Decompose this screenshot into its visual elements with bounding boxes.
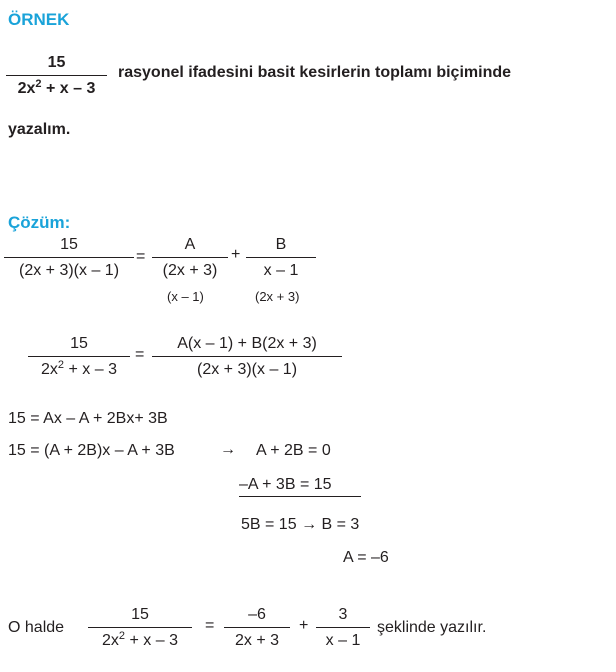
eq1-term1-multiplier: (x – 1) [167,289,204,304]
conclusion-suffix: şeklinde yazılır. [377,619,487,636]
eq1-lhs-numerator: 15 [60,236,78,253]
conclusion-plus: + [299,617,309,634]
conclusion-lhs-fraction [88,604,192,652]
eq2-lhs-denominator: $2x^2 + x - 3$ [41,359,117,378]
conclusion-lhs-bar [88,627,192,628]
eq2-rhs-denominator: (2x + 3)(x – 1) [196,361,298,378]
eq1-lhs-bar [4,257,134,258]
conclusion-lhs-numerator: 15 [131,606,149,623]
eq1-term1-numerator: A [184,236,196,253]
conclusion-term1-denominator: 2x + 3 [234,632,280,649]
eq1-term2-fraction [246,234,316,282]
eq1-term1-bar [152,257,228,258]
arrow-icon: → [301,516,318,533]
eq1-term2-multiplier: (2x + 3) [255,289,300,304]
fraction-denominator: $2x^2 + x - 3$ [17,78,96,97]
result-b-equation: 5B = 15 → B = 3 [241,516,360,533]
solution-heading: Çözüm: [8,213,71,232]
fraction-numerator: 15 [47,54,66,71]
eq1-term2-bar [246,257,316,258]
fraction-bar [6,75,107,76]
example-text-line2: yazalım. [8,121,71,138]
conclusion-lhs-denominator: $2x^2 + x - 3$ [102,630,178,649]
eq1-term1-denominator: (2x + 3) [162,262,218,279]
eq2-equals: = [135,346,145,363]
eq2-rhs-bar [152,356,342,357]
conclusion-term1-numerator: –6 [248,606,266,623]
conclusion-term1-bar [224,627,290,628]
eq2-lhs-fraction [28,333,130,381]
eq1-equals: = [136,248,146,265]
eq1-plus: + [231,246,241,263]
result-a-equation: A = –6 [343,549,389,566]
step-grouped-equation: 15 = (A + 2B)x – A + 3B [8,442,175,459]
eq1-term2-numerator: B [275,236,287,253]
system-equation-1: A + 2B = 0 [256,442,331,459]
eq2-rhs-fraction [152,333,342,381]
eq1-lhs-denominator: (2x + 3)(x – 1) [18,262,120,279]
eq2-lhs-bar [28,356,130,357]
example-fraction [6,52,107,100]
eq2-rhs-numerator: A(x – 1) + B(2x + 3) [177,335,317,352]
conclusion-term2-bar [316,627,370,628]
conclusion-equals: = [205,617,215,634]
system-equation-2: –A + 3B = 15 [239,476,361,497]
conclusion-term2-fraction [316,604,370,652]
step-expanded-equation: 15 = Ax – A + 2Bx+ 3B [8,410,168,427]
example-text-line1: rasyonel ifadesini basit kesirlerin toplamı biçiminde [118,64,512,81]
example-heading: ÖRNEK [8,10,70,29]
conclusion-term2-numerator: 3 [338,606,348,623]
conclusion-prefix: O halde [8,619,65,636]
eq1-term2-denominator: x – 1 [263,262,299,279]
conclusion-term1-fraction [224,604,290,652]
eq2-lhs-numerator: 15 [70,335,88,352]
conclusion-term2-denominator: x – 1 [325,632,361,649]
eq1-lhs-fraction [4,234,134,282]
arrow-icon: → [220,441,236,458]
eq1-term1-fraction [152,234,228,282]
